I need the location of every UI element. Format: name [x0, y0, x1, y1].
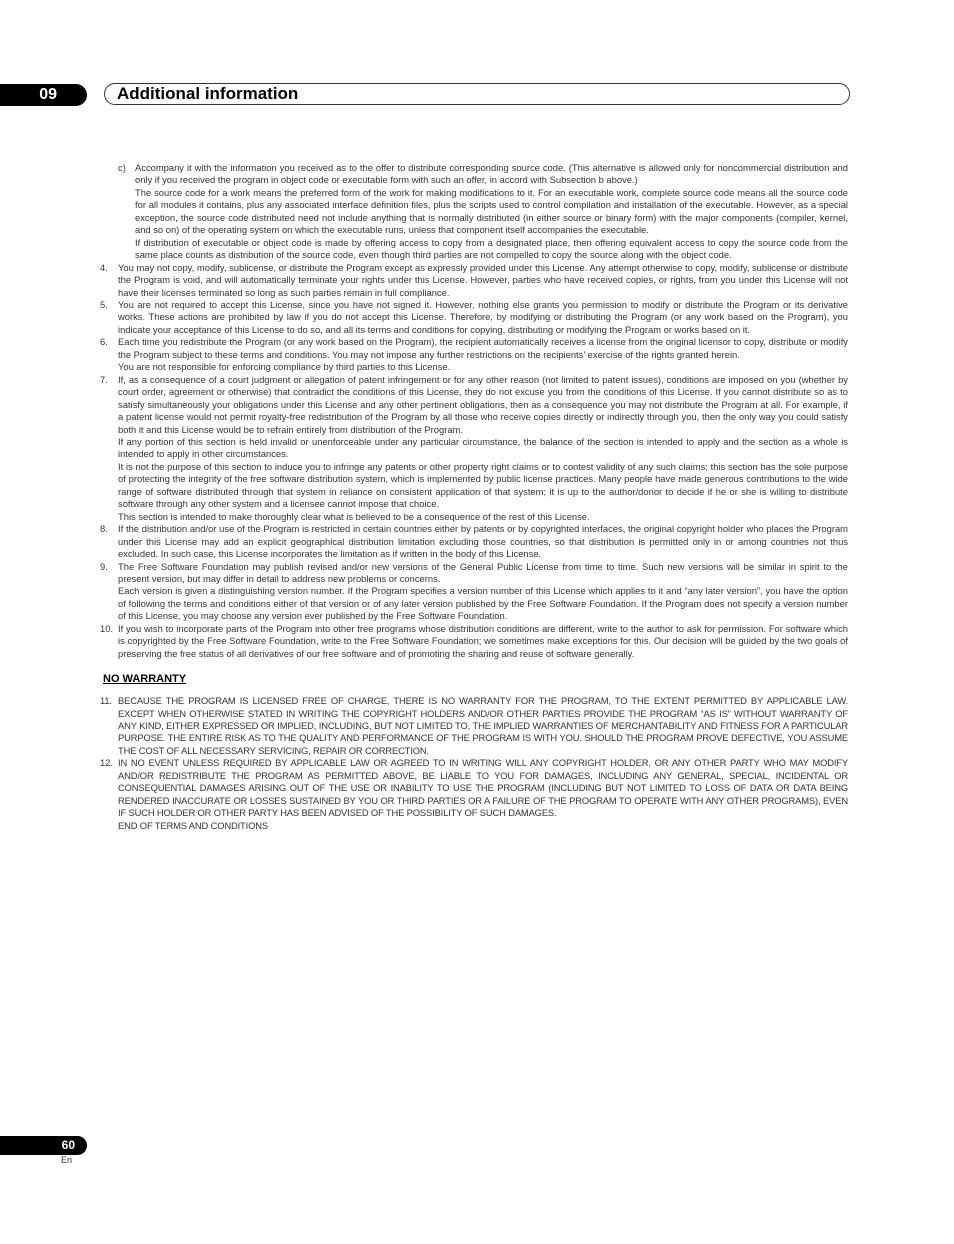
clause-number: 11.: [100, 695, 112, 707]
chapter-title: Additional information: [117, 84, 299, 103]
clause-paragraph: Each time you redistribute the Program (or any work based on the Program), the recipient automatically receives a license from the original licensor to copy, distribute or modify the Program subject to these terms and conditions. You may not impose any further restrictions on the recipients’ exercise of the rights granted herein.: [118, 336, 848, 360]
clause-number: 6.: [100, 336, 108, 348]
clause-paragraph: Accompany it with the information you received as to the offer to distribute corresponding source code. (This alternative is allowed only for noncommercial distribution and only if you received the program in object code or executable form with such an offer, in accord with Subsection b above.): [135, 162, 848, 186]
clause-paragraph: If any portion of this section is held invalid or unenforceable under any particular circumstance, the balance of the section is intended to apply and the section as a whole is intended to apply in other circumstances.: [118, 435, 848, 460]
clause-paragraph: If you wish to incorporate parts of the Program into other free programs whose distribution conditions are different, write to the author to ask for permission. For software which is copyrighted by the Free Software Foundation, write to the Free Software Foundation; we sometimes make exceptions for this. Our decision will be guided by the two goals of preserving the free status of all derivatives of our free software and of promoting the sharing and reuse of software generally.: [118, 622, 848, 659]
clause-number: 5.: [100, 298, 108, 310]
clause-item: [100, 695, 848, 757]
clause-item: [100, 336, 848, 373]
clause-item: [100, 374, 848, 523]
clause-number: 7.: [100, 373, 108, 385]
clause-paragraph: If the distribution and/or use of the Program is restricted in certain countries either by patents or by copyrighted interfaces, the original copyright holder who places the Program under this License may add an explicit geographical distribution limitation excluding those countries, so that distribution is permitted only in or among countries not thus excluded. In such case, this License incorporates the limitation as if written in the body of this License.: [118, 523, 848, 560]
clause-number: 10.: [100, 622, 114, 634]
clause-paragraph: If distribution of executable or object code is made by offering access to copy from a designated place, then offering equivalent access to copy the source code from the same place counts as distribution of the source code, even though third parties are not compelled to copy the source along with the object code.: [135, 236, 848, 261]
clause-paragraph: It is not the purpose of this section to induce you to infringe any patents or other property right claims or to contest validity of any such claims; this section has the sole purpose of protecting the integrity of the free software distribution system, which is implemented by public license practices. Many people have made generous contributions to the wide range of software distributed through that system in reliance on consistent application of that system; it is up to the author/donor to decide if he or she is willing to distribute software through any other system and a licensee cannot impose that choice.: [118, 460, 848, 510]
clause-number: 12.: [100, 757, 113, 769]
no-warranty-heading: NO WARRANTY: [103, 673, 187, 686]
chapter-title-box: [104, 83, 850, 105]
warranty-clauses: [100, 695, 848, 832]
clause-item: [100, 299, 848, 336]
clause-paragraph: You are not required to accept this License, since you have not signed it. However, nothing else grants you permission to modify or distribute the Program or its derivative works. These actions are prohibited by law if you do not accept this License. Therefore, by modifying or distributing the Program (or any work based on the Program), you indicate your acceptance of this License to do so, and all its terms and conditions for copying, distributing or modifying the Program or works based on it.: [118, 298, 848, 335]
clause-paragraph: The source code for a work means the preferred form of the work for making modifications to it. For an executable work, complete source code means all the source code for all modules it contains, plus any associated interface definition files, plus the scripts used to control compilation and installation of the executable. However, as a special exception, the source code distributed need not include anything that is normally distributed (in either source or binary form) with the major components (compiler, kernel, and so on) of the operating system on which the executable runs, unless that component itself accompanies the executable.: [135, 186, 848, 236]
clause-paragraph: BECAUSE THE PROGRAM IS LICENSED FREE OF CHARGE, THERE IS NO WARRANTY FOR THE PROGRAM, TO THE EXTENT PERMITTED BY APPLICABLE LAW. EXCEPT WHEN OTHERWISE STATED IN WRITING THE COPYRIGHT HOLDERS AND/OR OTHER PARTIES PROVIDE THE PROGRAM “AS IS” WITHOUT WARRANTY OF ANY KIND, EITHER EXPRESSED OR IMPLIED, INCLUDING, BUT NOT LIMITED TO, THE IMPLIED WARRANTIES OF MERCHANTABILITY AND FITNESS FOR A PARTICULAR PURPOSE. THE ENTIRE RISK AS TO THE QUALITY AND PERFORMANCE OF THE PROGRAM IS WITH YOU. SHOULD THE PROGRAM PROVE DEFECTIVE, YOU ASSUME THE COST OF ALL NECESSARY SERVICING, REPAIR OR CORRECTION.: [118, 695, 848, 756]
clause-paragraph: The Free Software Foundation may publish revised and/or new versions of the General Public License from time to time. Such new versions will be similar in spirit to the present version, but may differ in detail to address new problems or concerns.: [118, 560, 848, 584]
clause-item: [100, 757, 848, 832]
clause-item: [100, 262, 848, 299]
page-number: 60: [0, 1136, 87, 1155]
clause-item: [100, 523, 848, 560]
clause-number: c): [118, 162, 126, 173]
clause-item: [100, 623, 848, 660]
clause-number: 9.: [100, 560, 108, 572]
clause-number: 8.: [100, 523, 108, 535]
clause-paragraph: This section is intended to make thoroughly clear what is believed to be a consequence of the rest of this License.: [118, 510, 590, 522]
language-code: En: [61, 1155, 73, 1165]
clause-paragraph: IN NO EVENT UNLESS REQUIRED BY APPLICABLE LAW OR AGREED TO IN WRITING WILL ANY COPYRIGHT HOLDER, OR ANY OTHER PARTY WHO MAY MODIFY AND/OR REDISTRIBUTE THE PROGRAM AS PERMITTED ABOVE, BE LIABLE TO YOU FOR DAMAGES, INCLUDING ANY GENERAL, SPECIAL, INCIDENTAL OR CONSEQUENTIAL DAMAGES ARISING OUT OF THE USE OR INABILITY TO USE THE PROGRAM (INCLUDING BUT NOT LIMITED TO LOSS OF DATA OR DATA BEING RENDERED INACCURATE OR LOSSES SUSTAINED BY YOU OR THIRD PARTIES OR A FAILURE OF THE PROGRAM TO OPERATE WITH ANY OTHER PROGRAMS), EVEN IF SUCH HOLDER OR OTHER PARTY HAS BEEN ADVISED OF THE POSSIBILITY OF SUCH DAMAGES.: [118, 757, 848, 819]
clause-paragraph: You are not responsible for enforcing compliance by third parties to this License.: [118, 361, 451, 373]
clause-item: [100, 162, 848, 262]
clause-paragraph: Each version is given a distinguishing version number. If the Program specifies a version number of this License which applies to it and “any later version”, you have the option of following the terms and conditions either of that version or of any later version published by the Free Software Foundation. If the Program does not specify a version number of this License, you may choose any version ever published by the Free Software Foundation.: [118, 585, 848, 622]
clause-item: [100, 561, 848, 623]
clause-paragraph: END OF TERMS AND CONDITIONS: [118, 819, 268, 831]
license-clauses: [100, 162, 848, 660]
chapter-number-tab: 09: [0, 84, 87, 106]
clause-paragraph: You may not copy, modify, sublicense, or distribute the Program except as expressly provided under this License. Any attempt otherwise to copy, modify, sublicense or distribute the Program is void, and will automatically terminate your rights under this License. However, parties who have received copies, or rights, from you under this License will not have their licenses terminated so long as such parties remain in full compliance.: [118, 261, 848, 298]
clause-number: 4.: [100, 261, 108, 273]
license-text: [100, 162, 848, 832]
clause-paragraph: If, as a consequence of a court judgment or allegation of patent infringement or for any other reason (not limited to patent issues), conditions are imposed on you (whether by court order, agreement or otherwise) that contradict the conditions of this License, they do not excuse you from the conditions of this License. If you cannot distribute so as to satisfy simultaneously your obligations under this License and any other pertinent obligations, then as a consequence you may not distribute the Program at all. For example, if a patent license would not permit royalty-free redistribution of the Program by all those who receive copies directly or indirectly through you, then the only way you could satisfy both it and this License would be to refrain entirely from distribution of the Program.: [118, 373, 848, 435]
